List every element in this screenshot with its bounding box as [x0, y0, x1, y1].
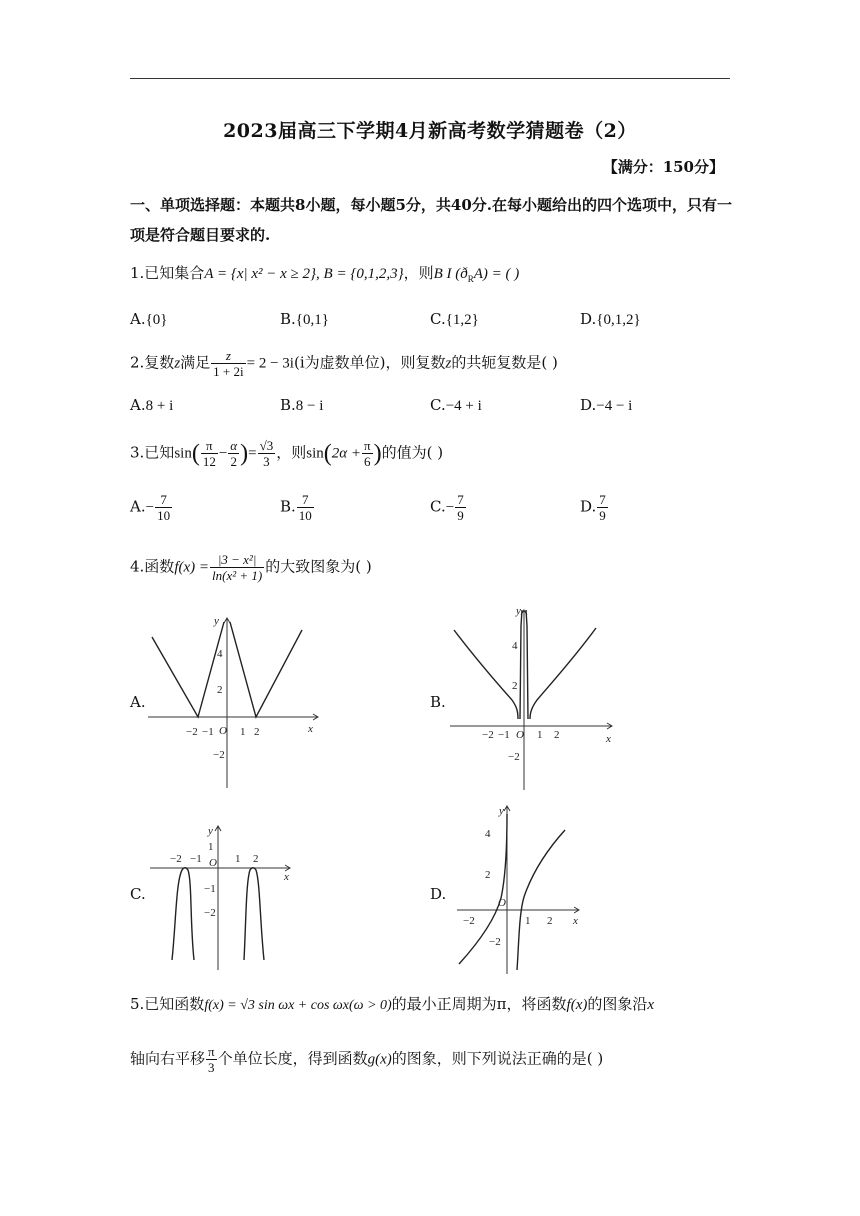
- q3-option-a[interactable]: A.− $\frac{7}{10}$: [130, 492, 171, 523]
- q1-prefix: 1.已知集合: [130, 264, 205, 282]
- q4-option-a[interactable]: A.: [130, 693, 146, 711]
- q1-expr: B I (ð: [433, 266, 468, 282]
- q1-set-b: , B = {0,1,2,3}: [316, 266, 404, 282]
- graph-b-spike-left: [520, 610, 522, 719]
- svg-text:−2: −2: [186, 726, 198, 738]
- q2-option-a[interactable]: A.8 + i: [130, 396, 174, 414]
- graph-a: [140, 612, 325, 792]
- q1-option-b[interactable]: B.{0,1}: [280, 310, 329, 328]
- svg-text:2: 2: [254, 726, 260, 738]
- svg-text:−1: −1: [204, 883, 216, 895]
- graph-a-curve-left: [152, 622, 224, 717]
- graph-b: [446, 604, 618, 794]
- svg-text:O: O: [516, 729, 524, 741]
- svg-text:O: O: [209, 857, 217, 869]
- svg-text:y: y: [516, 605, 521, 617]
- q3-option-d[interactable]: D. $\frac{7}{9}$: [580, 492, 606, 523]
- section-heading: 一、单项选择题：本题共8小题，每小题5分，共40分.在每小题给出的四个选项中，只有一项是符合题目要求的.: [130, 196, 732, 244]
- svg-text:x: x: [573, 915, 578, 927]
- q1-set-a: A = {x| x² − x ≥ 2}: [204, 266, 317, 282]
- svg-text:2: 2: [512, 680, 518, 692]
- svg-text:−2: −2: [489, 936, 501, 948]
- svg-text:2: 2: [547, 915, 553, 927]
- graph-b-curve-right: [530, 628, 596, 719]
- graph-c-curve-left: [172, 868, 194, 960]
- svg-text:−2: −2: [213, 749, 225, 761]
- question-4: 4.函数f(x) = $\frac{\text{|3 − x²|}}{\text{ln(x² + 1)}}$ 的大致图象为( ): [130, 552, 372, 583]
- svg-text:1: 1: [235, 853, 241, 865]
- svg-text:4: 4: [217, 648, 223, 660]
- svg-text:4: 4: [485, 828, 491, 840]
- q2-option-b[interactable]: B.8 − i: [280, 396, 324, 414]
- svg-text:1: 1: [537, 729, 543, 741]
- q1-sub: R: [467, 274, 474, 284]
- svg-text:y: y: [214, 615, 219, 627]
- svg-text:1: 1: [208, 841, 214, 853]
- svg-text:4: 4: [512, 640, 518, 652]
- svg-text:2: 2: [554, 729, 560, 741]
- svg-text:1: 1: [240, 726, 246, 738]
- q1-mid: ，则: [403, 264, 434, 282]
- page-title: 2023届高三下学期4月新高考数学猜题卷（2）: [223, 120, 637, 142]
- q4-option-d[interactable]: D.: [430, 885, 447, 903]
- svg-text:−1: −1: [498, 729, 510, 741]
- q4-option-c[interactable]: C.: [130, 885, 146, 903]
- graph-c-curve-right: [244, 868, 264, 960]
- q2-option-d[interactable]: D.−4 − i: [580, 396, 633, 414]
- question-1: [130, 263, 519, 289]
- q3-option-c[interactable]: C.− $\frac{7}{9}$: [430, 492, 464, 523]
- svg-text:y: y: [208, 825, 213, 837]
- svg-text:O: O: [498, 897, 506, 909]
- question-3: 3.已知sin( $\frac{\pi}{12}$ − $\frac{\alpha}{2}$ )= $\frac{√3}{3}$ ，则sin(2α + $\frac{\pi}{6}$ )的值为( ): [130, 438, 444, 469]
- q4-option-b[interactable]: B.: [430, 693, 446, 711]
- svg-text:1: 1: [525, 915, 531, 927]
- svg-text:−1: −1: [202, 726, 214, 738]
- q1-tail: A) = ( ): [473, 266, 520, 282]
- graph-d-curve-right: [517, 830, 565, 970]
- svg-text:x: x: [308, 723, 313, 735]
- svg-text:2: 2: [485, 869, 491, 881]
- q2-fraction: $\frac{z}{1 + 2i}$: [213, 348, 244, 379]
- svg-text:2: 2: [217, 684, 223, 696]
- question-5-line-1: 5.已知函数f(x) = √3 sin ωx + cos ωx(ω > 0)的最小正周期为π，将函数f(x)的图象沿x: [130, 995, 655, 1013]
- q1-option-c[interactable]: C.{1,2}: [430, 310, 479, 328]
- q1-option-d[interactable]: D.{0,1,2}: [580, 310, 641, 328]
- svg-text:x: x: [284, 871, 289, 883]
- graph-b-spike-right: [526, 610, 528, 719]
- svg-text:2: 2: [253, 853, 259, 865]
- svg-text:O: O: [219, 725, 227, 737]
- header-rule: [130, 78, 730, 79]
- svg-text:−1: −1: [190, 853, 202, 865]
- svg-text:−2: −2: [204, 907, 216, 919]
- svg-text:−2: −2: [170, 853, 182, 865]
- svg-text:−2: −2: [482, 729, 494, 741]
- svg-text:y: y: [499, 805, 504, 817]
- graph-d: [455, 802, 583, 976]
- q1-option-a[interactable]: A.{0}: [130, 310, 168, 328]
- graph-c: [146, 822, 296, 972]
- question-5-line-2: 轴向右平移 $\frac{\pi}{3}$ 个单位长度，得到函数g(x)的图象，则下列说法正确的是( ): [130, 1044, 604, 1075]
- svg-text:−2: −2: [463, 915, 475, 927]
- full-score: 【满分：150分】: [602, 158, 724, 176]
- svg-text:x: x: [606, 733, 611, 745]
- svg-text:−2: −2: [508, 751, 520, 763]
- q3-option-b[interactable]: B. $\frac{7}{10}$: [280, 492, 312, 523]
- graph-a-curve-right: [230, 622, 302, 717]
- question-2: 2.复数z满足 $\frac{z}{1 + 2i}$ = 2 − 3i(i为虚数单位)，则复数z的共轭复数是( ): [130, 348, 558, 379]
- q2-option-c[interactable]: C.−4 + i: [430, 396, 482, 414]
- graph-b-curve-left: [454, 630, 518, 719]
